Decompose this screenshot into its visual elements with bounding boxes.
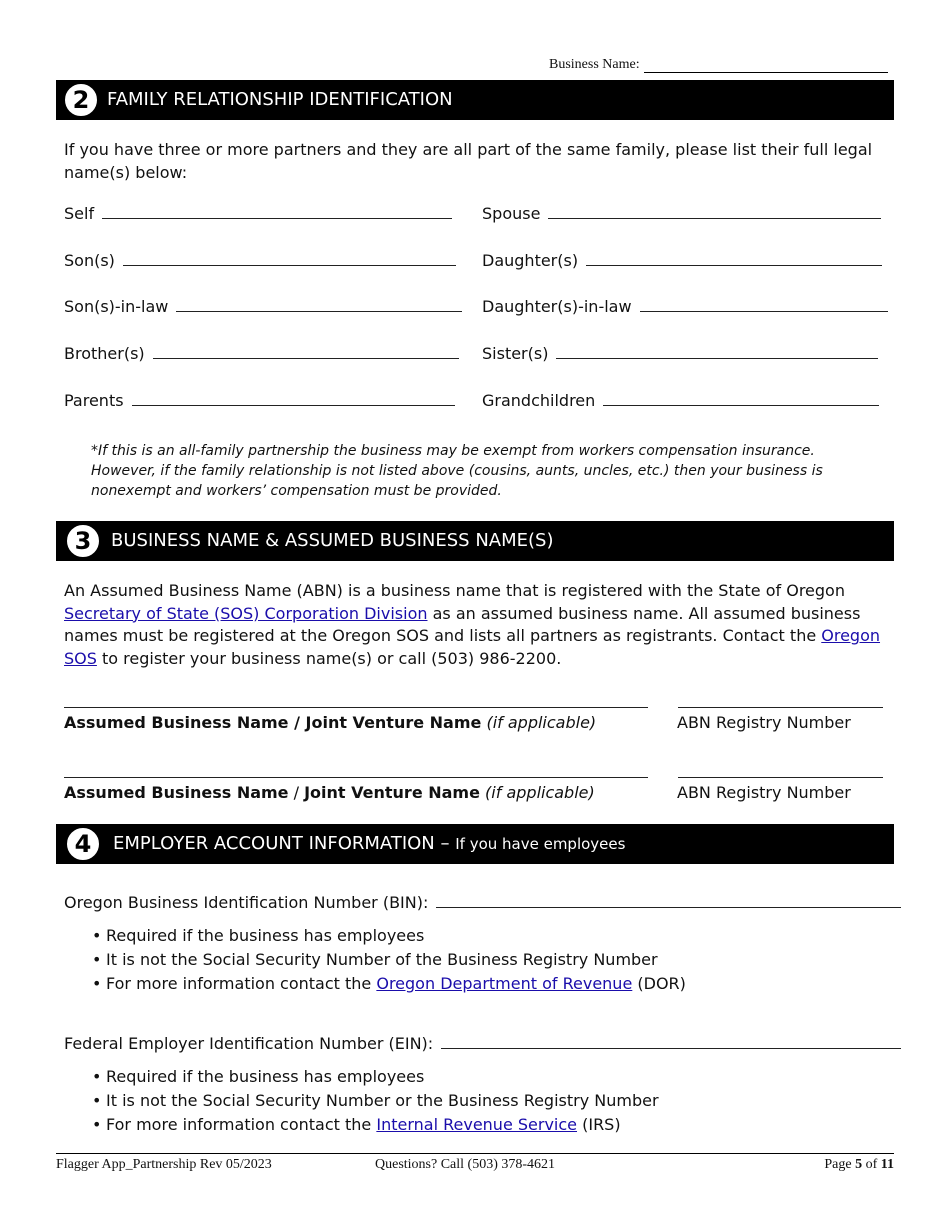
bin-line[interactable] [436, 895, 901, 908]
list-item: • Required if the business has employees [92, 1065, 659, 1089]
ein-field [64, 1034, 901, 1053]
abn-text-3: to register your business name(s) or call (503) 986-2200. [96, 648, 562, 668]
field-label: Son(s) [64, 251, 115, 270]
section-number-badge: 4 [64, 825, 102, 863]
section-number-badge: 2 [62, 81, 100, 119]
section-title [113, 824, 625, 864]
field-label: Grandchildren [482, 391, 596, 410]
abn-name-label-2 [64, 783, 595, 802]
abn-registry-label-1: ABN Registry Number [677, 713, 851, 732]
field-spouse [482, 204, 881, 223]
abn-description [64, 580, 884, 670]
ein-label: Federal Employer Identification Number (EIN): [64, 1034, 434, 1053]
section-title: FAMILY RELATIONSHIP IDENTIFICATION [107, 89, 453, 110]
abn-italic: (if applicable) [479, 783, 595, 802]
ein-line[interactable] [441, 1036, 901, 1049]
section-2-header [56, 80, 894, 120]
exemption-note: *If this is an all-family partnership the business may be exempt from workers compensation insurance. However, if the family relationship is not listed above (cousins, aunts, uncles, etc.) then your business is nonexempt and workers’ compensation must be provided. [91, 443, 823, 499]
page-number [824, 1157, 894, 1173]
field-label: Brother(s) [64, 344, 145, 363]
abn-name-line-1[interactable] [64, 707, 648, 708]
oregon-sos-link[interactable]: Oregon SOS [64, 626, 881, 668]
field-label: Self [64, 204, 95, 223]
field-line[interactable] [153, 346, 459, 359]
list-item: • Required if the business has employees [92, 924, 686, 948]
field-sons [64, 251, 456, 270]
abn-text-1: An Assumed Business Name (ABN) is a business name that is registered with the State of Oregon [64, 581, 845, 600]
field-label: Sister(s) [482, 344, 549, 363]
page-prefix: Page [824, 1157, 856, 1172]
page-current: 5 [855, 1157, 863, 1172]
abn-name-line-2[interactable] [64, 777, 648, 778]
abn-bold-1: Assumed Business Name [64, 713, 289, 732]
footer-divider [56, 1153, 894, 1154]
footer-phone: Questions? Call (503) 378-4621 [375, 1157, 556, 1172]
field-label: Son(s)-in-law [64, 297, 169, 316]
field-line[interactable] [176, 299, 462, 312]
bullet-text: (DOR) [632, 974, 686, 993]
field-line[interactable] [603, 393, 879, 406]
field-sons-in-law [64, 297, 462, 316]
field-daughters-in-law [482, 297, 888, 316]
field-line[interactable] [548, 206, 881, 219]
bin-bullet-list [92, 924, 686, 996]
abn-bold-1: Assumed Business Name [64, 783, 289, 802]
field-daughters [482, 251, 882, 270]
page-mid: of [862, 1157, 881, 1172]
abn-registry-line-1[interactable] [678, 707, 883, 708]
field-sisters [482, 344, 878, 363]
field-brothers [64, 344, 459, 363]
abn-bold-2: Joint Venture Name [304, 783, 480, 802]
field-label: Daughter(s)-in-law [482, 297, 632, 316]
field-line[interactable] [132, 393, 455, 406]
irs-link[interactable]: Internal Revenue Service [376, 1115, 578, 1134]
abn-sep: / [288, 783, 305, 802]
abn-name-label-1 [64, 713, 596, 732]
section-title: BUSINESS NAME & ASSUMED BUSINESS NAME(S) [111, 530, 554, 551]
abn-sep: / [288, 713, 306, 732]
abn-text-2: as an assumed business name. All assumed business names must be registered at the Oregon SOS and lists all partners as registrants. Contact the [64, 603, 861, 645]
business-name-label: Business Name: [549, 57, 640, 72]
sos-corporation-division-link[interactable]: Secretary of State (SOS) Corporation Division [64, 603, 428, 623]
abn-italic: (if applicable) [481, 713, 597, 732]
section-3-header [56, 521, 894, 561]
list-item [92, 1113, 659, 1137]
field-grandchildren [482, 391, 879, 410]
list-item [92, 972, 686, 996]
list-item: • It is not the Social Security Number of the Business Registry Number [92, 948, 686, 972]
section-2-intro: If you have three or more partners and they are all part of the same family, please list their full legal name(s) below: [64, 140, 873, 182]
bullet-text: (IRS) [577, 1115, 621, 1134]
section-title-main: EMPLOYER ACCOUNT INFORMATION – [113, 833, 456, 854]
business-name-header [549, 57, 888, 73]
ein-bullet-list [92, 1065, 659, 1137]
bullet-text: For more information contact the [106, 974, 377, 993]
field-self [64, 204, 452, 223]
field-label: Daughter(s) [482, 251, 579, 270]
field-line[interactable] [102, 206, 452, 219]
section-number-badge: 3 [64, 522, 102, 560]
field-line[interactable] [640, 299, 888, 312]
field-line[interactable] [123, 253, 456, 266]
section-subtitle: If you have employees [455, 835, 626, 853]
business-name-line[interactable] [644, 58, 888, 73]
abn-bold-2: Joint Venture Name [305, 713, 482, 732]
footer-revision: Flagger App_Partnership Rev 05/2023 [56, 1157, 272, 1172]
bin-field [64, 893, 901, 912]
field-label: Parents [64, 391, 124, 410]
abn-registry-label-2: ABN Registry Number [677, 783, 851, 802]
abn-registry-line-2[interactable] [678, 777, 883, 778]
list-item: • It is not the Social Security Number or the Business Registry Number [92, 1089, 659, 1113]
oregon-dor-link[interactable]: Oregon Department of Revenue [376, 974, 633, 993]
bin-label: Oregon Business Identification Number (BIN): [64, 893, 429, 912]
bullet-text: For more information contact the [106, 1115, 377, 1134]
field-line[interactable] [586, 253, 882, 266]
field-parents [64, 391, 455, 410]
field-label: Spouse [482, 204, 541, 223]
section-4-header [56, 824, 894, 864]
field-line[interactable] [556, 346, 878, 359]
page-total: 11 [880, 1157, 894, 1172]
